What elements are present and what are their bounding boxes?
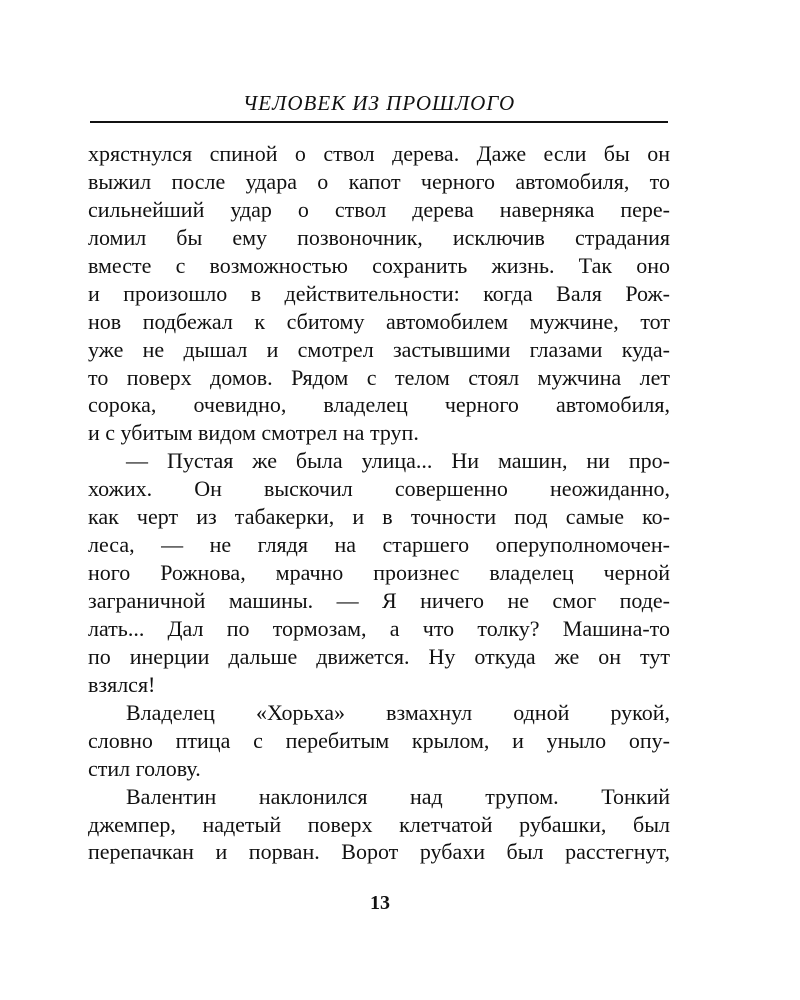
text-line: стил голову. — [88, 755, 201, 781]
text-line: взялся! — [88, 671, 156, 697]
text-line: уже не дышал и смотрел застывшими глазами куда- — [88, 336, 670, 362]
paragraph — [88, 447, 670, 698]
header-rule — [90, 121, 668, 123]
text-line: нов подбежал к сбитому автомобилем мужчине, тот — [88, 308, 670, 334]
text-line: как черт из табакерки, и в точности под самые ко- — [88, 504, 670, 530]
text-line: леса, — не глядя на старшего оперуполномочен- — [88, 532, 670, 558]
page-number: 13 — [370, 892, 390, 914]
paragraph — [88, 140, 670, 447]
text-line: вместе с возможностью сохранить жизнь. Так оно — [88, 252, 670, 278]
text-line: Владелец «Хорьха» взмахнул одной рукой, — [126, 699, 670, 725]
text-line: ного Рожнова, мрачно произнес владелец черной — [88, 560, 670, 586]
running-title: ЧЕЛОВЕК ИЗ ПРОШЛОГО — [242, 91, 516, 115]
paragraph — [88, 699, 670, 783]
paragraph — [88, 783, 670, 867]
text-line: выжил после удара о капот черного автомобиля, то — [88, 168, 670, 194]
text-line: ломил бы ему позвоночник, исключив страдания — [88, 224, 670, 250]
text-line: Валентин наклонился над трупом. Тонкий — [126, 783, 670, 809]
text-line: и произошло в действительности: когда Валя Рож- — [88, 280, 670, 306]
text-line: — Пустая же была улица... Ни машин, ни про- — [126, 448, 670, 474]
text-line: сорока, очевидно, владелец черного автомобиля, — [88, 392, 670, 418]
text-line: хожих. Он выскочил совершенно неожиданно, — [88, 476, 670, 502]
text-line: то поверх домов. Рядом с телом стоял мужчина лет — [88, 364, 670, 390]
text-line: перепачкан и порван. Ворот рубахи был расстегнут, — [88, 839, 670, 865]
text-line: хрястнулся спиной о ствол дерева. Даже если бы он — [88, 141, 670, 166]
text-line: джемпер, надетый поверх клетчатой рубашки, был — [88, 811, 670, 837]
body-text — [88, 140, 670, 866]
text-line: сильнейший удар о ствол дерева наверняка пере- — [88, 196, 670, 222]
text-line: лать... Дал по тормозам, а что толку? Машина-то — [88, 615, 670, 641]
text-line: словно птица с перебитым крылом, и уныло опу- — [88, 727, 670, 753]
text-line: заграничной машины. — Я ничего не смог поде- — [88, 588, 670, 613]
text-line: по инерции дальше движется. Ну откуда же он тут — [88, 643, 670, 669]
text-line: и с убитым видом смотрел на труп. — [88, 420, 419, 446]
